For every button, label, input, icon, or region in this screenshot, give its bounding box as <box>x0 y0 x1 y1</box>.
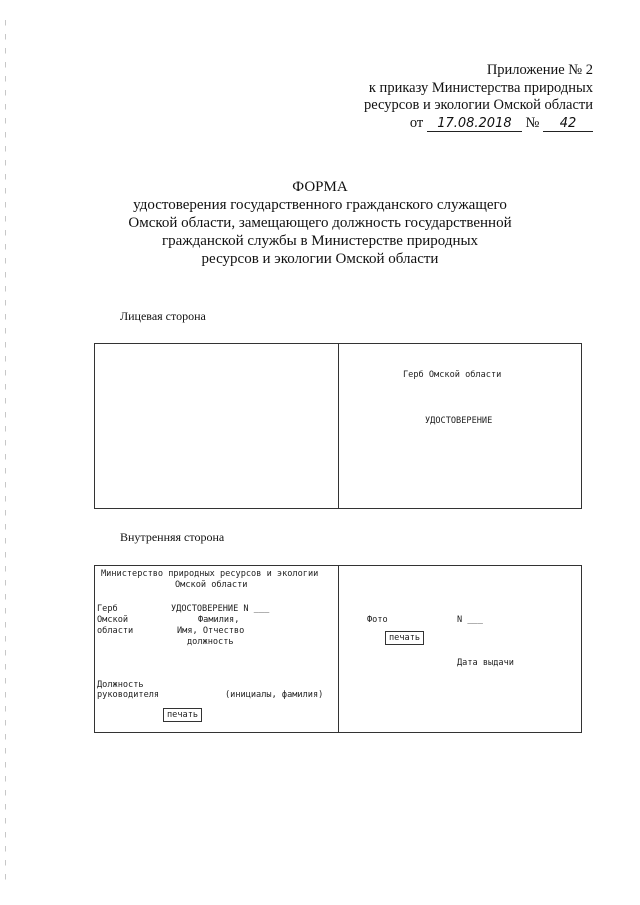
document-header <box>364 62 593 132</box>
gerb-line-3: области <box>97 626 134 636</box>
gerb-line-2: Омской <box>97 615 129 625</box>
inner-side-box <box>94 565 582 733</box>
handwritten-date: 17.08.2018 <box>427 116 522 132</box>
appendix-label: Приложение № 2 <box>486 62 593 78</box>
inner-fold-line <box>338 566 339 732</box>
form-title <box>0 178 640 268</box>
order-reference-line-2: ресурсов и экологии Омской области <box>364 97 593 113</box>
gerb-line-1: Герб <box>97 604 118 614</box>
form-title-line-2: Омской области, замещающего должность государственной <box>128 215 512 231</box>
initials-surname-label: (инициалы, фамилия) <box>225 690 324 700</box>
stamp-placeholder-right: печать <box>385 631 424 645</box>
front-side-label: Лицевая сторона <box>120 309 206 323</box>
front-fold-line <box>338 344 339 508</box>
photo-label: Фото <box>367 615 388 625</box>
name-label: Имя, Отчество <box>177 626 245 636</box>
scan-edge-marks <box>5 20 7 885</box>
position-label: должность <box>187 637 234 647</box>
head-position-line-1: Должность <box>97 680 144 690</box>
from-label: от <box>409 114 424 131</box>
certificate-title: УДОСТОВЕРЕНИЕ <box>425 416 493 426</box>
surname-label: Фамилия, <box>198 615 240 625</box>
ministry-line-2: Омской области <box>175 580 248 590</box>
handwritten-number: 42 <box>543 116 593 132</box>
issue-date-label: Дата выдачи <box>457 658 514 668</box>
stamp-placeholder-left: печать <box>163 708 202 722</box>
head-position-line-2: руководителя <box>97 690 160 700</box>
form-title-line-3: гражданской службы в Министерстве природных <box>161 233 479 249</box>
issue-number-label: N ___ <box>457 615 483 625</box>
order-reference-line-1: к приказу Министерства природных <box>368 79 593 96</box>
number-label: № <box>525 114 540 131</box>
inner-side-label: Внутренняя сторона <box>120 530 225 544</box>
coat-of-arms-label: Герб Омской области <box>403 370 502 380</box>
certificate-number-label: УДОСТОВЕРЕНИЕ N ___ <box>171 604 270 614</box>
form-title-line-4: ресурсов и экологии Омской области <box>201 251 439 267</box>
front-side-box <box>94 343 582 509</box>
form-heading: ФОРМА <box>292 179 348 195</box>
form-title-line-1: удостоверения государственного гражданского служащего <box>133 197 507 213</box>
order-date-number-line <box>410 115 593 133</box>
ministry-line-1: Министерство природных ресурсов и экологии <box>101 569 319 579</box>
